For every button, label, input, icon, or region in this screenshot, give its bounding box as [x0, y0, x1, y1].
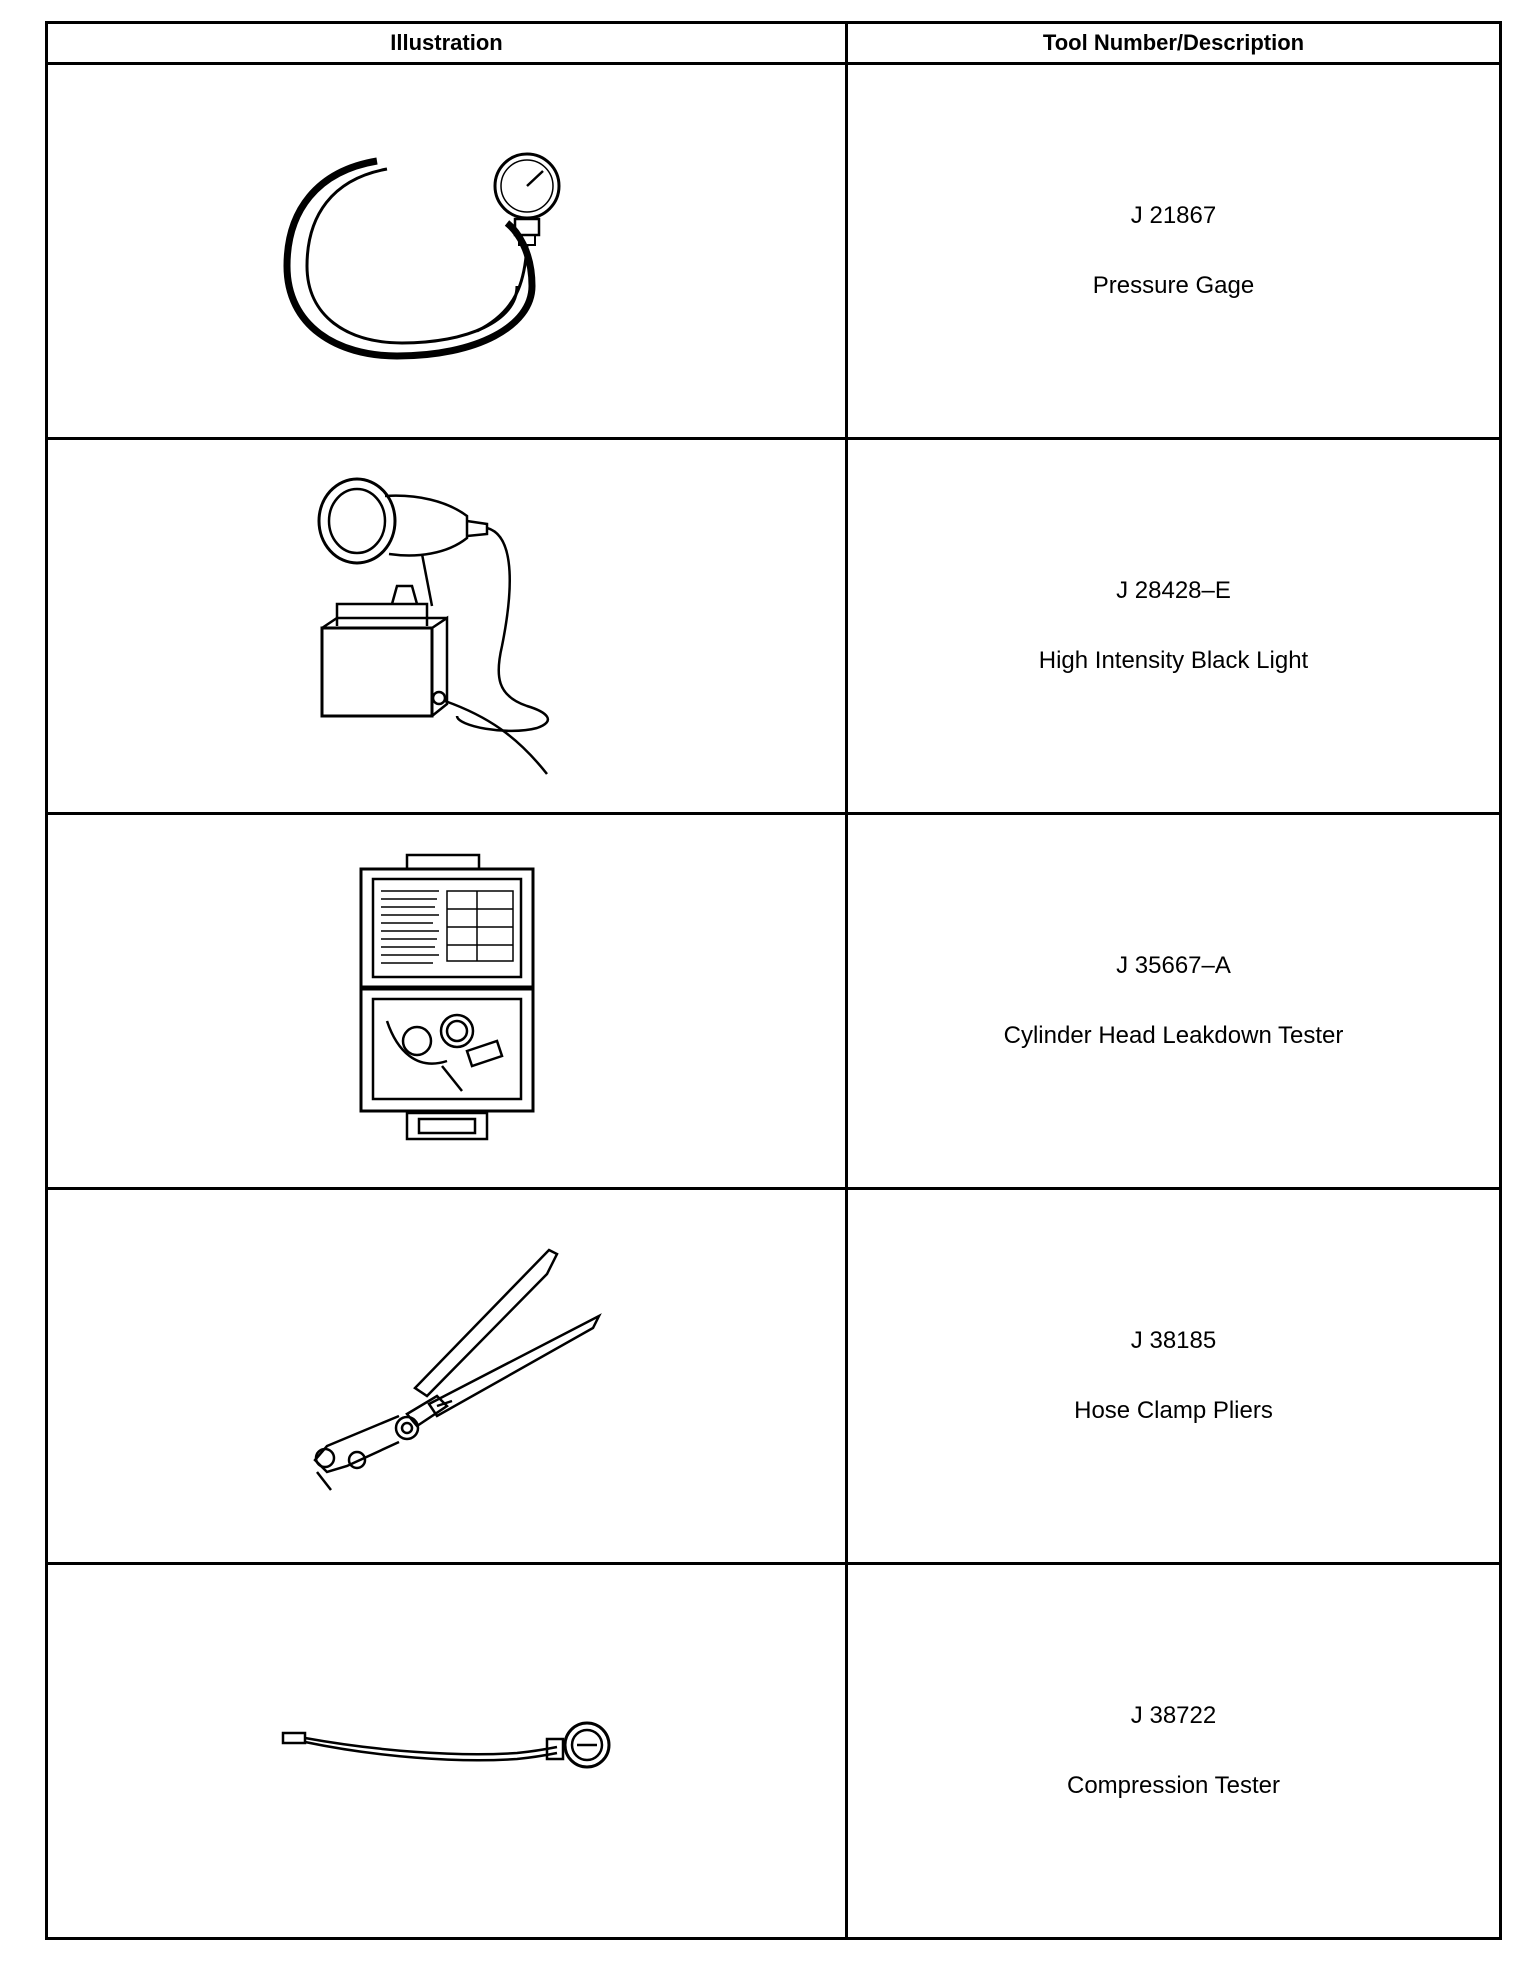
table-row	[47, 64, 1501, 439]
illustration-cell	[47, 1189, 847, 1564]
illustration-header: Illustration	[47, 23, 847, 64]
tool-cell	[847, 1564, 1501, 1939]
tool-cell	[847, 1189, 1501, 1564]
tool-number: J 28428–E	[1116, 577, 1231, 604]
tool-header: Tool Number/Description	[847, 23, 1501, 64]
table-row	[47, 1189, 1501, 1564]
tool-description: Pressure Gage	[1092, 272, 1255, 299]
table-row	[47, 439, 1501, 814]
tool-description: Hose Clamp Pliers	[1074, 1397, 1273, 1424]
hose-clamp-pliers-illustration	[287, 1246, 607, 1506]
tool-number: J 38722	[1130, 1702, 1217, 1729]
illustration-cell	[47, 439, 847, 814]
tool-description: High Intensity Black Light	[1038, 647, 1309, 674]
tool-cell	[847, 814, 1501, 1189]
tool-number: J 21867	[1130, 202, 1217, 229]
compression-tester-illustration	[277, 1701, 617, 1801]
tool-number: J 35667–A	[1116, 952, 1231, 979]
leakdown-tester-illustration	[347, 851, 547, 1151]
illustration-cell	[47, 64, 847, 439]
tool-cell	[847, 439, 1501, 814]
tool-cell	[847, 64, 1501, 439]
special-tools-table	[45, 21, 1502, 1940]
black-light-illustration	[307, 476, 587, 776]
tool-description: Compression Tester	[1067, 1772, 1280, 1799]
tool-description: Cylinder Head Leakdown Tester	[1003, 1022, 1344, 1049]
header-row	[47, 23, 1501, 64]
table-row	[47, 1564, 1501, 1939]
table-row	[47, 814, 1501, 1189]
pressure-gage-illustration	[277, 131, 617, 371]
tool-number: J 38185	[1130, 1327, 1217, 1354]
illustration-cell	[47, 1564, 847, 1939]
illustration-cell	[47, 814, 847, 1189]
